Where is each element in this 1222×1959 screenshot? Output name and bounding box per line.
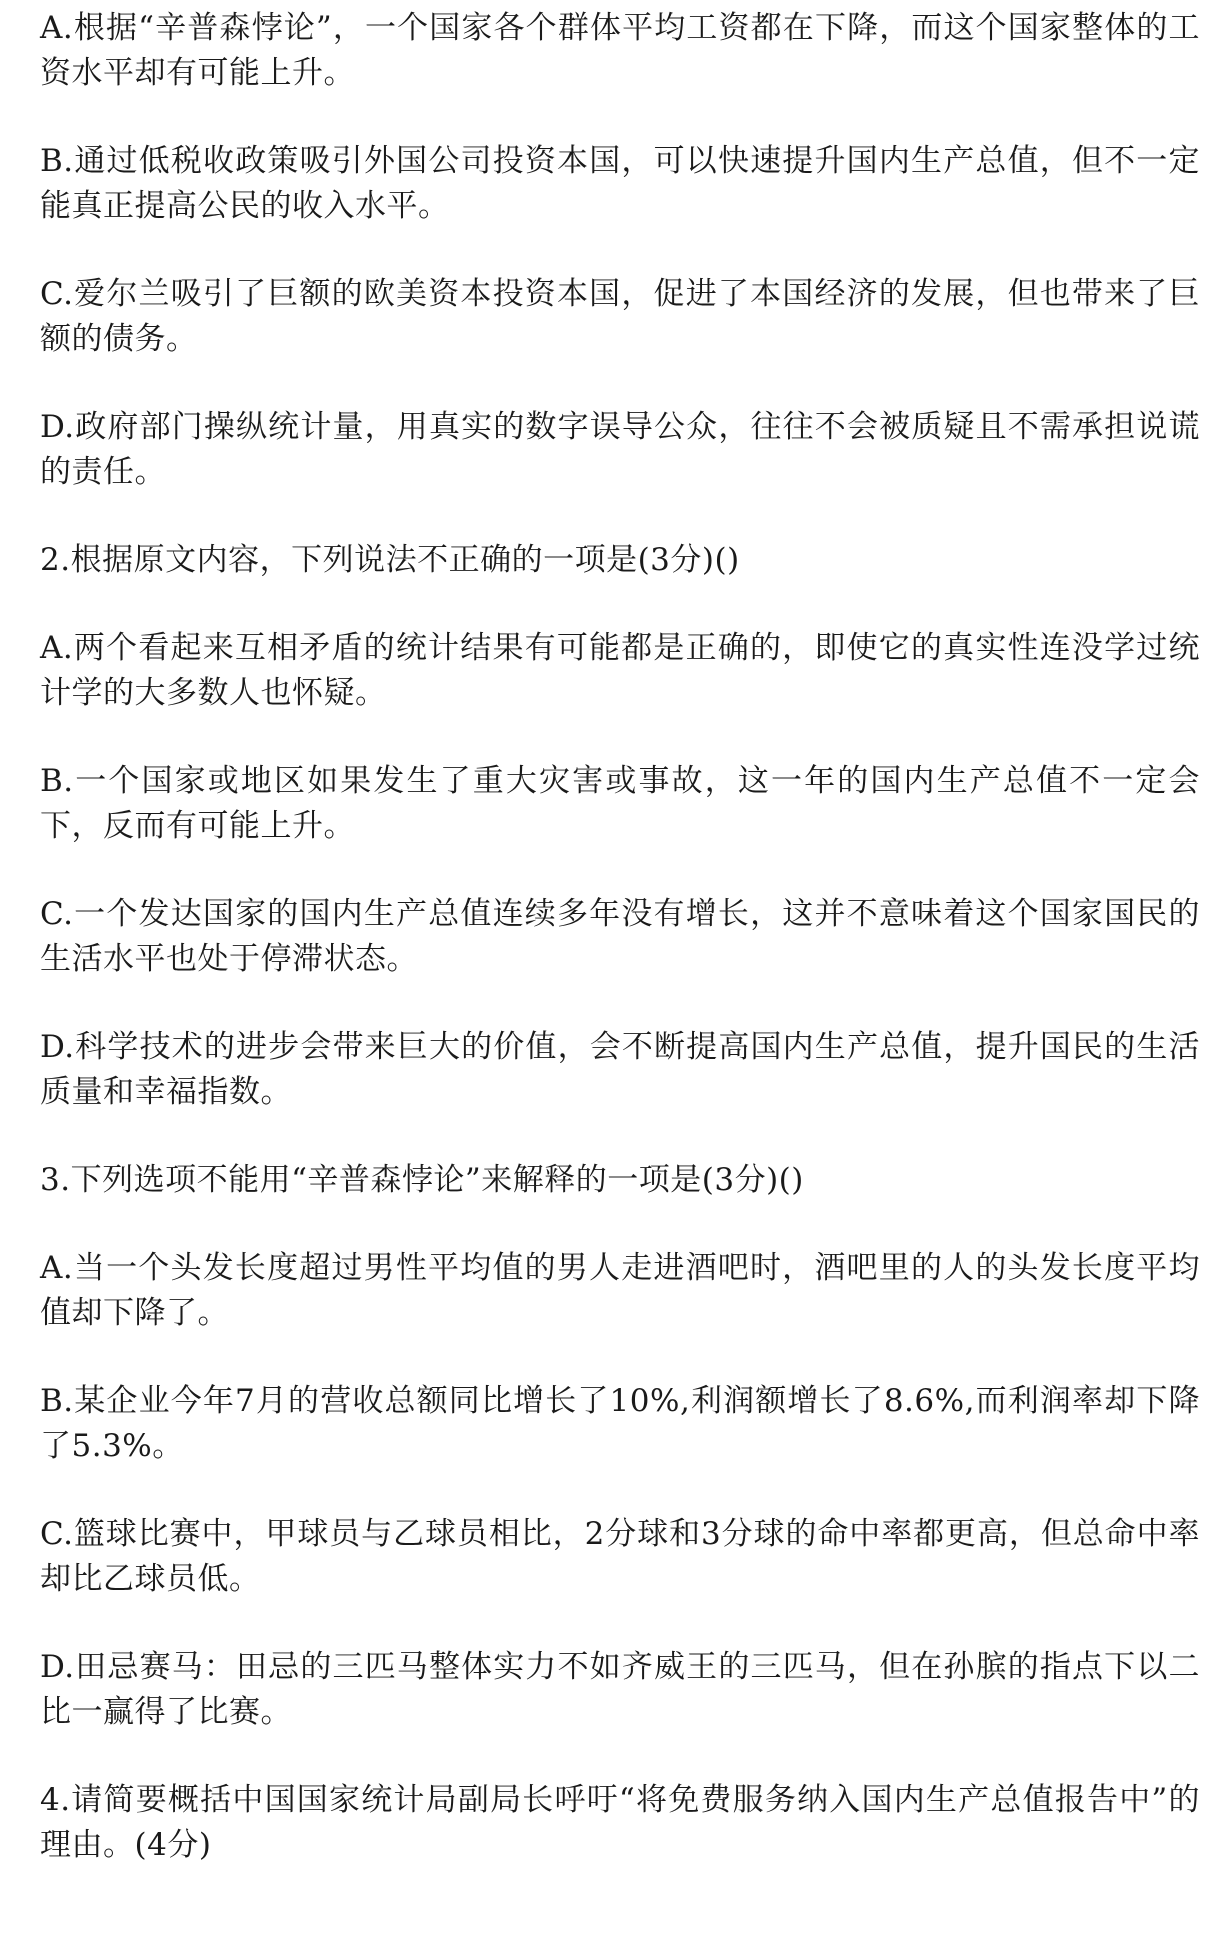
question-3: 3.下列选项不能用“辛普森悖论”来解释的一项是(3分)() xyxy=(40,1162,804,1198)
q3-option-d: D.田忌赛马：田忌的三匹马整体实力不如齐威王的三匹马，但在孙膑的指点下以二比一赢得了比赛。 xyxy=(40,1649,1200,1730)
q3-option-a: A.当一个头发长度超过男性平均值的男人走进酒吧时，酒吧里的人的头发长度平均值却下降了。 xyxy=(40,1250,1200,1331)
q2-option-a: A.两个看起来互相矛盾的统计结果有可能都是正确的，即使它的真实性连没学过统计学的大多数人也怀疑。 xyxy=(40,630,1200,711)
q1-option-c: C.爱尔兰吸引了巨额的欧美资本投资本国，促进了本国经济的发展，但也带来了巨额的债务。 xyxy=(40,276,1200,357)
document-page xyxy=(40,6,1200,1868)
q1-option-a: A.根据“辛普森悖论”，一个国家各个群体平均工资都在下降，而这个国家整体的工资水平却有可能上升。 xyxy=(40,10,1200,91)
q2-option-b: B.一个国家或地区如果发生了重大灾害或事故，这一年的国内生产总值不一定会下，反而有可能上升。 xyxy=(40,763,1200,844)
question-2: 2.根据原文内容，下列说法不正确的一项是(3分)() xyxy=(40,542,740,578)
q1-option-b: B.通过低税收政策吸引外国公司投资本国，可以快速提升国内生产总值，但不一定能真正提高公民的收入水平。 xyxy=(40,143,1200,224)
q2-option-c: C.一个发达国家的国内生产总值连续多年没有增长，这并不意味着这个国家国民的生活水平也处于停滞状态。 xyxy=(40,896,1200,977)
q1-option-d: D.政府部门操纵统计量，用真实的数字误导公众，往往不会被质疑且不需承担说谎的责任。 xyxy=(40,409,1200,490)
q3-option-b: B.某企业今年7月的营收总额同比增长了10%,利润额增长了8.6%,而利润率却下降了5.3%。 xyxy=(40,1383,1200,1464)
q2-option-d: D.科学技术的进步会带来巨大的价值，会不断提高国内生产总值，提升国民的生活质量和幸福指数。 xyxy=(40,1029,1200,1110)
question-4: 4.请简要概括中国国家统计局副局长呼吁“将免费服务纳入国内生产总值报告中”的理由。(4分) xyxy=(40,1782,1200,1863)
q3-option-c: C.篮球比赛中，甲球员与乙球员相比，2分球和3分球的命中率都更高，但总命中率却比乙球员低。 xyxy=(40,1516,1200,1597)
